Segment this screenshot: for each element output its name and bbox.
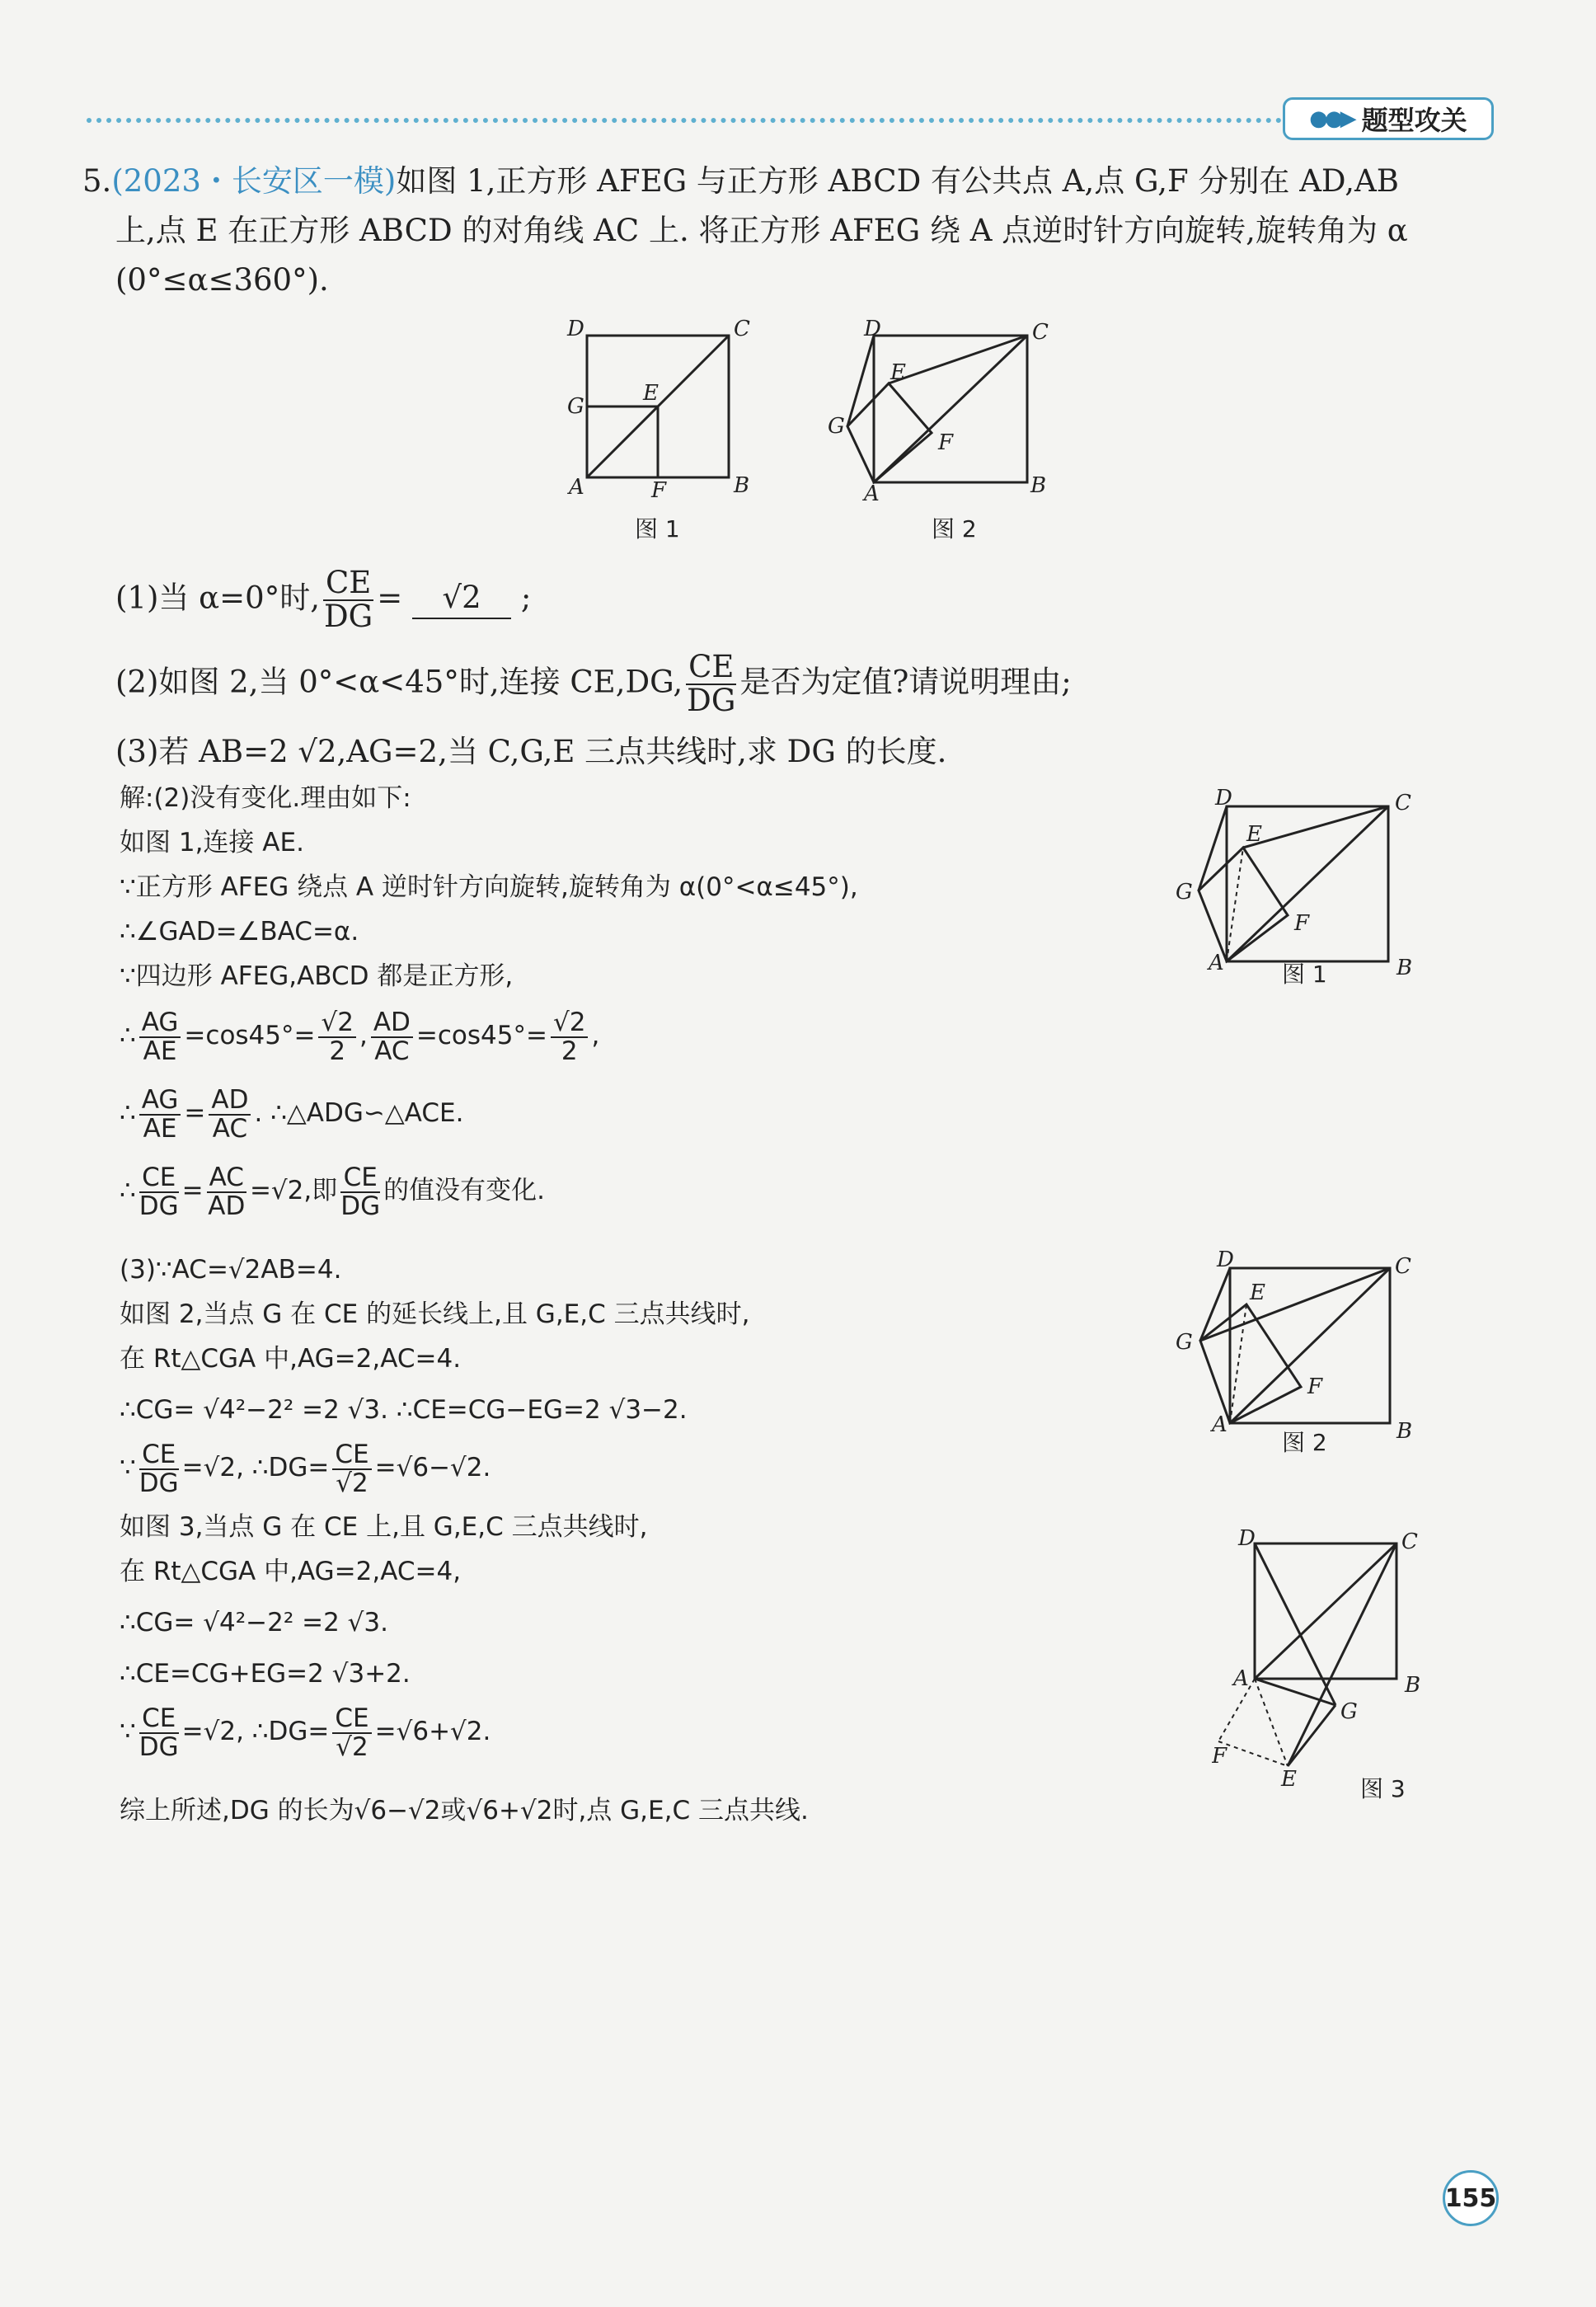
segment-ce — [1288, 1543, 1396, 1766]
fraction — [332, 1705, 371, 1760]
label-a: A — [569, 475, 584, 500]
label-e: E — [643, 381, 659, 406]
solution-line: ∵四边形 AFEG,ABCD 都是正方形, — [120, 961, 514, 991]
den: AC — [212, 1113, 248, 1144]
den: DG — [138, 1468, 179, 1498]
segment-ae-dashed — [1230, 1304, 1246, 1423]
text: ∴ — [120, 1021, 136, 1051]
den: √2 — [336, 1468, 368, 1498]
label-c: C — [1395, 791, 1411, 815]
q1-num: CE — [323, 567, 373, 601]
solution-line: ∵正方形 AFEG 绕点 A 逆时针方向旋转,旋转角为 α(0°<α≤45°), — [120, 872, 858, 902]
solution-line-fractions — [120, 1087, 463, 1142]
solution-line-fractions — [120, 1705, 491, 1760]
num: AC — [207, 1164, 246, 1193]
den: 2 — [329, 1036, 346, 1066]
question-2 — [115, 651, 1072, 717]
label-b: B — [1396, 1419, 1413, 1443]
fraction — [139, 1441, 179, 1496]
q2-prefix: (2)如图 2,当 0°<α<45°时,连接 CE,DG, — [115, 664, 683, 700]
label-d: D — [1215, 786, 1232, 811]
label-e: E — [1246, 822, 1262, 847]
label-f: F — [1294, 911, 1310, 936]
fraction — [551, 1009, 588, 1064]
text: ∴ — [120, 1176, 136, 1206]
stem-text-1: 如图 1,正方形 AFEG 与正方形 ABCD 有公共点 A,点 G,F 分别在 AD,AB — [396, 163, 1399, 199]
fraction — [340, 1164, 380, 1219]
label-d: D — [1217, 1247, 1234, 1272]
num: CE — [340, 1164, 380, 1193]
side-fe-dashed — [1218, 1741, 1288, 1766]
q1-end: ; — [520, 580, 532, 616]
header-dotted-rule — [87, 118, 1282, 123]
label-f: F — [1212, 1744, 1228, 1769]
section-tag — [1283, 97, 1494, 140]
chevron-icon: ●●▶ — [1309, 106, 1354, 131]
problem-source: (2023・长安区一模) — [111, 163, 397, 199]
num: CE — [139, 1705, 179, 1734]
segment-ae-dashed — [1227, 848, 1243, 961]
problem-figure-1 — [561, 317, 758, 507]
label-d: D — [864, 317, 881, 341]
text: =√2, ∴DG= — [181, 1453, 330, 1483]
den: DG — [138, 1731, 179, 1762]
label-a: A — [1209, 951, 1224, 975]
solution-figure-2 — [1162, 1245, 1426, 1443]
sfig1-caption: 图 1 — [1282, 961, 1327, 988]
fraction — [139, 1009, 181, 1064]
solution-line-conclusion: 综上所述,DG 的长为√6−√2或√6+√2时,点 G,E,C 三点共线. — [120, 1796, 809, 1825]
num: AG — [139, 1087, 181, 1116]
solution-line: ∴∠GAD=∠BAC=α. — [120, 917, 359, 947]
label-c: C — [1401, 1529, 1418, 1554]
solution-line: 在 Rt△CGA 中,AG=2,AC=4. — [120, 1344, 462, 1374]
den: DG — [138, 1191, 179, 1221]
den: AE — [143, 1113, 177, 1144]
q1-prefix: (1)当 α=0°时, — [115, 580, 320, 616]
label-f: F — [938, 430, 954, 455]
num: CE — [332, 1441, 371, 1470]
q2-den: DG — [687, 682, 736, 718]
text: =√6+√2. — [374, 1717, 491, 1747]
label-c: C — [1032, 320, 1049, 345]
fraction — [139, 1164, 179, 1219]
solution-line: ∴CG= √4²−2² =2 √3. ∴CE=CG−EG=2 √3−2. — [120, 1395, 688, 1425]
num: √2 — [318, 1009, 355, 1038]
fraction — [139, 1087, 181, 1142]
label-b: B — [734, 473, 750, 498]
text: =cos45°= — [415, 1021, 547, 1051]
text: ∴ — [120, 1098, 136, 1129]
solution-line: ∴CE=CG+EG=2 √3+2. — [120, 1659, 411, 1689]
fraction — [318, 1009, 355, 1064]
q1-fraction — [323, 567, 373, 633]
fraction — [332, 1441, 371, 1496]
label-b: B — [1396, 956, 1413, 980]
solution-line: 如图 3,当点 G 在 CE 上,且 G,E,C 三点共线时, — [120, 1512, 648, 1542]
q1-den: DG — [324, 598, 373, 634]
label-g: G — [1176, 1330, 1193, 1355]
num: AG — [139, 1009, 181, 1038]
segment-ce — [889, 336, 1027, 383]
q1-answer: √2 — [412, 578, 511, 619]
q1-eq: = — [377, 580, 403, 616]
label-e: E — [890, 360, 906, 385]
problem-figure-2 — [824, 317, 1055, 507]
num: CE — [332, 1705, 371, 1734]
solution-line: ∴CG= √4²−2² =2 √3. — [120, 1608, 388, 1637]
segment-dg — [1255, 1543, 1335, 1705]
label-g: G — [1176, 880, 1193, 904]
solution-line: (3)∵AC=√2AB=4. — [120, 1255, 342, 1285]
text: =√2,即 — [249, 1176, 338, 1206]
text: , — [359, 1021, 368, 1051]
sfig2-caption: 图 2 — [1282, 1429, 1327, 1456]
problem-stem-line1 — [82, 162, 1399, 201]
question-1 — [115, 567, 531, 633]
q2-num: CE — [686, 651, 736, 685]
q2-suffix: 是否为定值?请说明理由; — [739, 664, 1072, 700]
text: =cos45°= — [184, 1021, 316, 1051]
fig1-caption: 图 1 — [635, 515, 680, 543]
label-d: D — [1238, 1526, 1256, 1551]
section-tag-label: 题型攻关 — [1361, 105, 1467, 136]
fraction — [371, 1009, 413, 1064]
solution-line-fractions — [120, 1164, 545, 1219]
den: AD — [208, 1191, 246, 1221]
label-e: E — [1250, 1280, 1265, 1305]
label-g: G — [828, 414, 845, 439]
text: 的值没有变化. — [383, 1176, 546, 1206]
text: = — [184, 1098, 206, 1129]
den: DG — [340, 1191, 381, 1221]
problem-stem-line2: 上,点 E 在正方形 ABCD 的对角线 AC 上. 将正方形 AFEG 绕 A 点逆时针方向旋转,旋转角为 α — [115, 213, 1408, 248]
text: =√2, ∴DG= — [181, 1717, 330, 1747]
den: √2 — [336, 1731, 368, 1762]
solution-line: 解:(2)没有变化.理由如下: — [120, 783, 411, 813]
fraction — [209, 1087, 251, 1142]
text: . ∴△ADG∽△ACE. — [254, 1098, 464, 1129]
solution-line-fractions — [120, 1441, 491, 1496]
label-a: A — [1212, 1412, 1228, 1437]
label-b: B — [1030, 473, 1047, 498]
solution-line: 在 Rt△CGA 中,AG=2,AC=4, — [120, 1557, 462, 1586]
label-g: G — [567, 394, 584, 419]
label-b: B — [1405, 1673, 1421, 1698]
solution-line-fractions — [120, 1009, 599, 1064]
question-3: (3)若 AB=2 √2,AG=2,当 C,G,E 三点共线时,求 DG 的长度. — [115, 734, 947, 769]
text: =√6−√2. — [374, 1453, 491, 1483]
den: AC — [374, 1036, 410, 1066]
label-a: A — [1233, 1666, 1249, 1691]
solution-line: 如图 1,连接 AE. — [120, 828, 304, 857]
label-d: D — [567, 317, 584, 341]
solution-line: 如图 2,当点 G 在 CE 的延长线上,且 G,E,C 三点共线时, — [120, 1299, 750, 1329]
diagonal-ac — [1255, 1543, 1396, 1679]
sfig3-caption: 图 3 — [1360, 1775, 1406, 1802]
text: = — [181, 1176, 204, 1206]
label-g: G — [1340, 1699, 1358, 1724]
num: CE — [139, 1441, 179, 1470]
label-f: F — [651, 478, 667, 503]
num: CE — [139, 1164, 179, 1193]
segment-ae-dashed — [1255, 1679, 1288, 1766]
text: , — [591, 1021, 600, 1051]
text: ∵ — [120, 1717, 136, 1747]
num: AD — [209, 1087, 251, 1116]
solution-figure-1 — [1162, 783, 1426, 981]
num: AD — [371, 1009, 413, 1038]
fig2-caption: 图 2 — [932, 515, 977, 543]
side-ge — [1288, 1705, 1335, 1766]
label-f: F — [1307, 1374, 1323, 1399]
problem-number: 5. — [82, 163, 112, 199]
solution-figure-3 — [1212, 1525, 1426, 1789]
den: AE — [143, 1036, 177, 1066]
label-c: C — [734, 317, 750, 341]
label-c: C — [1395, 1254, 1411, 1279]
fraction — [207, 1164, 246, 1219]
fraction — [139, 1705, 179, 1760]
den: 2 — [561, 1036, 578, 1066]
label-e: E — [1281, 1767, 1297, 1789]
num: √2 — [551, 1009, 588, 1038]
diagonal-ac — [874, 336, 1027, 482]
page-number: 155 — [1443, 2170, 1499, 2226]
label-a: A — [864, 482, 880, 506]
problem-stem-line3: (0°≤α≤360°). — [115, 262, 329, 298]
q2-fraction — [686, 651, 736, 717]
text: ∵ — [120, 1453, 136, 1483]
